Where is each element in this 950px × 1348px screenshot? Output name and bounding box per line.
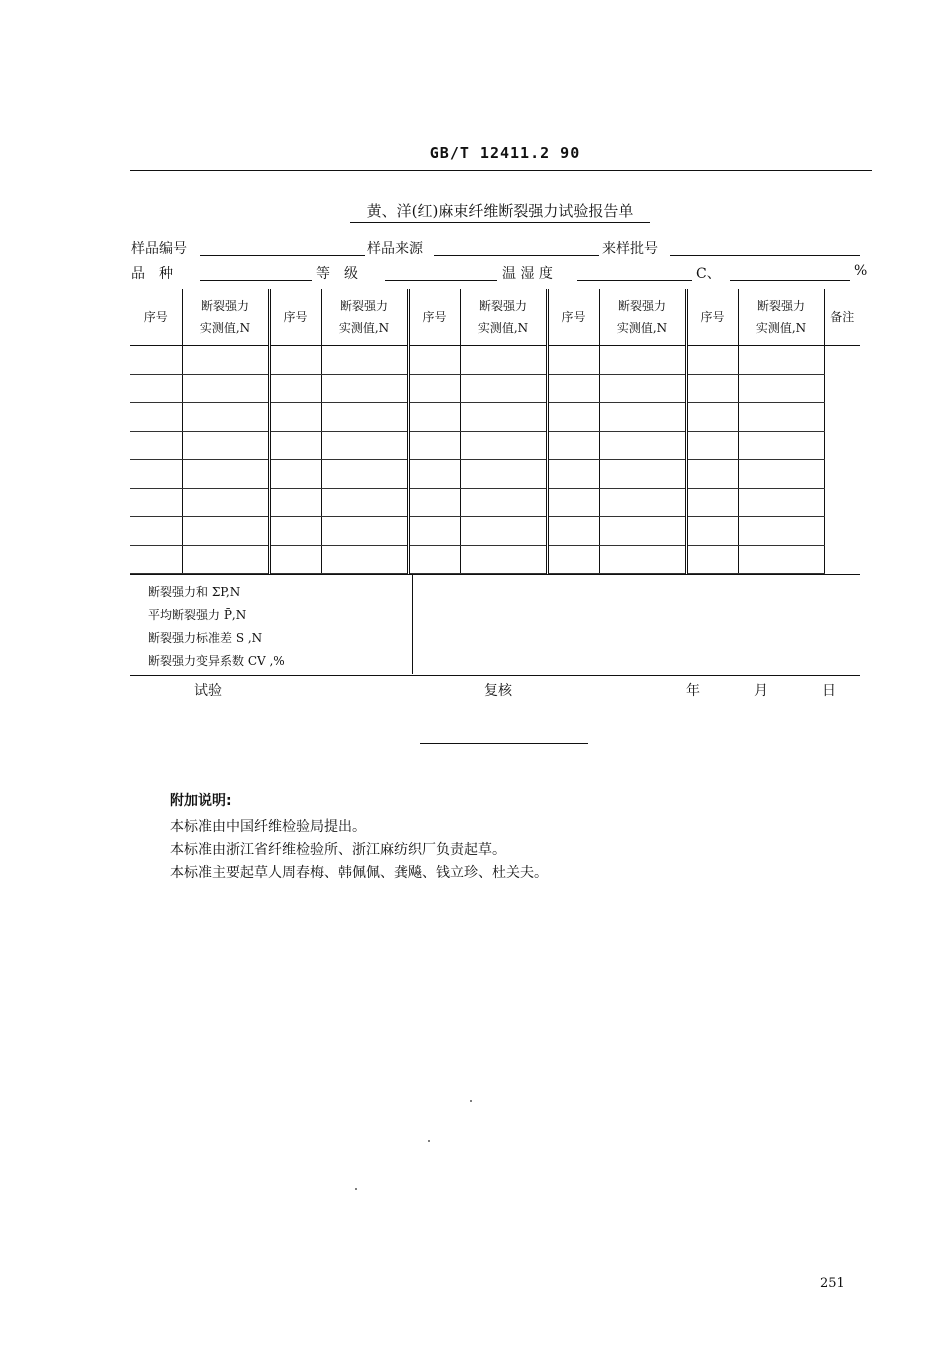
remark-cell[interactable]	[824, 517, 860, 546]
header-strength: 断裂强力 实测值,N	[321, 289, 408, 346]
header-strength: 断裂强力 实测值,N	[182, 289, 269, 346]
table-cell[interactable]	[269, 488, 321, 517]
table-cell[interactable]	[547, 517, 599, 546]
table-cell[interactable]	[738, 431, 824, 460]
stat-cv-label: 断裂强力变异系数 CV ,%	[148, 654, 285, 668]
remark-cell[interactable]	[824, 374, 860, 403]
table-cell[interactable]	[408, 374, 460, 403]
table-row	[130, 374, 860, 403]
table-cell[interactable]	[686, 431, 738, 460]
table-cell[interactable]	[130, 545, 182, 574]
table-cell[interactable]	[269, 460, 321, 489]
table-row	[130, 488, 860, 517]
header-strength: 断裂强力 实测值,N	[599, 289, 686, 346]
field-sample-source[interactable]	[434, 255, 599, 256]
label-batch-no: 来样批号	[602, 241, 658, 257]
scan-speck	[355, 1188, 357, 1190]
table-cell[interactable]	[686, 374, 738, 403]
table-cell[interactable]	[269, 374, 321, 403]
table-cell[interactable]	[321, 374, 408, 403]
header-rule	[130, 170, 872, 171]
note-line: 本标准由中国纤维检验局提出。	[170, 819, 366, 835]
table-cell[interactable]	[738, 460, 824, 489]
table-cell[interactable]	[182, 403, 269, 432]
table-row	[130, 403, 860, 432]
table-cell[interactable]	[182, 517, 269, 546]
table-cell[interactable]	[408, 403, 460, 432]
table-cell[interactable]	[130, 374, 182, 403]
label-temp-humidity: 温 湿 度	[502, 266, 553, 282]
header-seq: 序号	[547, 289, 599, 346]
table-cell[interactable]	[321, 545, 408, 574]
table-cell[interactable]	[599, 545, 686, 574]
table-cell[interactable]	[738, 517, 824, 546]
signature-test: 试验	[194, 683, 222, 699]
table-row	[130, 545, 860, 574]
table-cell[interactable]	[269, 403, 321, 432]
remark-cell[interactable]	[824, 545, 860, 574]
table-cell[interactable]	[460, 374, 547, 403]
table-cell[interactable]	[738, 488, 824, 517]
table-cell[interactable]	[408, 488, 460, 517]
label-variety: 品 种	[131, 266, 173, 282]
header-strength: 断裂强力 实测值,N	[738, 289, 824, 346]
table-cell[interactable]	[460, 545, 547, 574]
field-batch-no[interactable]	[670, 255, 860, 256]
form-title: 黄、洋(红)麻束纤维断裂强力试验报告单	[366, 202, 634, 220]
scan-speck	[428, 1140, 430, 1142]
table-cell[interactable]	[686, 517, 738, 546]
remark-cell[interactable]	[824, 346, 860, 375]
table-cell[interactable]	[130, 346, 182, 375]
header-seq: 序号	[686, 289, 738, 346]
table-cell[interactable]	[460, 346, 547, 375]
table-cell[interactable]	[321, 460, 408, 489]
stats-value-area[interactable]	[420, 580, 850, 668]
table-cell[interactable]	[599, 517, 686, 546]
table-cell[interactable]	[460, 488, 547, 517]
table-cell[interactable]	[547, 374, 599, 403]
table-cell[interactable]	[182, 488, 269, 517]
table-cell[interactable]	[321, 346, 408, 375]
table-row	[130, 460, 860, 489]
table-cell[interactable]	[460, 517, 547, 546]
table-cell[interactable]	[686, 346, 738, 375]
note-line: 本标准主要起草人周春梅、韩佩佩、龚飚、钱立珍、杜关夫。	[170, 865, 548, 881]
table-cell[interactable]	[130, 488, 182, 517]
table-cell[interactable]	[269, 431, 321, 460]
table-cell[interactable]	[599, 403, 686, 432]
table-cell[interactable]	[738, 403, 824, 432]
header-strength: 断裂强力 实测值,N	[460, 289, 547, 346]
header-remark: 备注	[824, 289, 860, 346]
table-cell[interactable]	[460, 403, 547, 432]
table-cell[interactable]	[686, 460, 738, 489]
table-cell[interactable]	[408, 460, 460, 489]
field-temperature[interactable]	[577, 280, 692, 281]
notes-title: 附加说明:	[170, 793, 232, 809]
table-cell[interactable]	[130, 403, 182, 432]
table-cell[interactable]	[182, 374, 269, 403]
table-cell[interactable]	[321, 517, 408, 546]
table-cell[interactable]	[408, 346, 460, 375]
table-cell[interactable]	[547, 346, 599, 375]
strength-table	[130, 289, 860, 574]
table-cell[interactable]	[182, 431, 269, 460]
percent-unit: %	[854, 263, 868, 279]
remark-cell[interactable]	[824, 403, 860, 432]
table-cell[interactable]	[738, 545, 824, 574]
field-grade[interactable]	[385, 280, 497, 281]
table-cell[interactable]	[269, 545, 321, 574]
stats-divider	[412, 574, 413, 674]
celsius-unit: C、	[696, 266, 721, 282]
label-sample-no: 样品编号	[131, 241, 187, 257]
table-row	[130, 346, 860, 375]
table-cell[interactable]	[130, 460, 182, 489]
header-seq: 序号	[269, 289, 321, 346]
table-cell[interactable]	[599, 460, 686, 489]
table-header-row	[130, 289, 860, 346]
table-cell[interactable]	[321, 488, 408, 517]
header-seq: 序号	[130, 289, 182, 346]
scan-speck	[470, 1100, 472, 1102]
date-year: 年	[686, 683, 700, 699]
table-cell[interactable]	[686, 488, 738, 517]
table-cell[interactable]	[599, 374, 686, 403]
table-cell[interactable]	[547, 460, 599, 489]
page-number: 251	[820, 1276, 845, 1291]
table-cell[interactable]	[686, 545, 738, 574]
signature-review: 复核	[484, 683, 512, 699]
table-cell[interactable]	[460, 431, 547, 460]
table-cell[interactable]	[738, 374, 824, 403]
date-day: 日	[822, 683, 836, 699]
standard-code: GB/T 12411.2 90	[429, 144, 581, 162]
table-cell[interactable]	[738, 346, 824, 375]
table-cell[interactable]	[130, 431, 182, 460]
title-underline	[350, 222, 650, 223]
table-cell[interactable]	[182, 460, 269, 489]
header-seq: 序号	[408, 289, 460, 346]
field-sample-no[interactable]	[200, 255, 365, 256]
field-variety[interactable]	[200, 280, 312, 281]
label-grade: 等 级	[316, 266, 358, 282]
table-cell[interactable]	[686, 403, 738, 432]
table-cell[interactable]	[547, 403, 599, 432]
table-cell[interactable]	[408, 517, 460, 546]
field-humidity[interactable]	[730, 280, 850, 281]
date-month: 月	[754, 683, 768, 699]
table-cell[interactable]	[182, 545, 269, 574]
stat-mean-label: 平均断裂强力 P̄,N	[148, 608, 247, 622]
stat-sum-label: 断裂强力和 ΣP,N	[148, 585, 241, 599]
table-cell[interactable]	[599, 488, 686, 517]
stat-std-label: 断裂强力标准差 S ,N	[148, 631, 263, 645]
table-cell[interactable]	[547, 431, 599, 460]
label-sample-source: 样品来源	[367, 241, 423, 257]
table-cell[interactable]	[547, 488, 599, 517]
table-cell[interactable]	[460, 460, 547, 489]
table-cell[interactable]	[321, 403, 408, 432]
note-line: 本标准由浙江省纤维检验所、浙江麻纺织厂负责起草。	[170, 842, 506, 858]
table-row	[130, 431, 860, 460]
table-cell[interactable]	[408, 431, 460, 460]
table-cell[interactable]	[599, 431, 686, 460]
table-cell[interactable]	[269, 346, 321, 375]
table-cell[interactable]	[130, 517, 182, 546]
remark-cell[interactable]	[824, 431, 860, 460]
end-rule	[420, 743, 588, 744]
table-cell[interactable]	[182, 346, 269, 375]
table-cell[interactable]	[599, 346, 686, 375]
table-cell[interactable]	[408, 545, 460, 574]
table-cell[interactable]	[321, 431, 408, 460]
table-cell[interactable]	[269, 517, 321, 546]
table-cell[interactable]	[547, 545, 599, 574]
remark-cell[interactable]	[824, 460, 860, 489]
remark-cell[interactable]	[824, 488, 860, 517]
table-row	[130, 517, 860, 546]
